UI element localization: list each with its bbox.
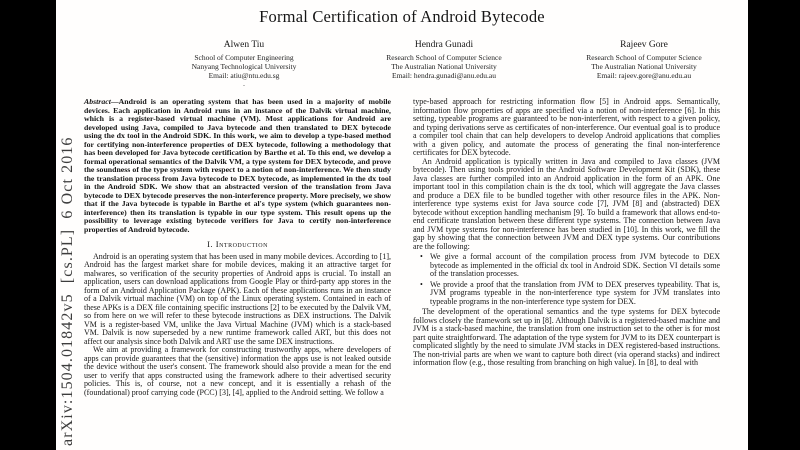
- author-affiliation-line1: Research School of Computer Science: [586, 53, 702, 62]
- paragraph-development-semantics: The development of the operational semantics and the type systems for DEX bytecode follows closely the framework set up in [8]. Although Dalvik is a registered-based machine and JVM is a stack-based machine, the translation from one instruction set to the other is for most part quite straightforward. The adaptation of the type system for JVM to its DEX counterpart is complicated slightly by the need to simulate JVM stacks in DEX registered-based instructions. The non-trivial parts are when we want to capture both direct (via operand stacks) and indirect information flow (e.g., those resulting from branching on high value). In [8], to deal with: [413, 307, 720, 367]
- author-affiliation-line1: Research School of Computer Science: [386, 53, 502, 62]
- bullet-marker: •: [420, 279, 423, 289]
- bullet-marker: •: [420, 252, 423, 261]
- two-column-body: [56, 98, 748, 397]
- author-block-2: [344, 40, 544, 87]
- section-heading-introduction: I. Introduction: [207, 239, 268, 249]
- bullet-text: We provide a proof that the translation from JVM to DEX preserves typeability. That is, JVM programs typeable in the non-interference type system for JVM translates into typeable programs in the non-interference type system for DEX.: [430, 279, 720, 306]
- paragraph-android-application: An Android application is typically written in Java and compiled to Java classes (JVM bytecode). Then using tools provided in the Android Software Development Kit (SDK), these Java classes are further compiled into an Android application in the form of an APK. One important tool in this compilation chain is the dx tool, which will aggregate the Java classes and produce a DEX file to be bundled together with other resource files in the APK. Non-interference type systems exist for Java source code [7], JVM [8] and (abstracted) DEX bytecode without exception handling mechanism [9]. To build a framework that allows end-to-end certificate translation between these different type systems. The connection between Java and JVM type systems for non-interference has been studied in [10]. In this work, we fill the gap by showing that the connection between JVM and DEX type systems. Our contributions are the following:: [413, 156, 720, 251]
- intro-paragraph-2: We aim at providing a framework for constructing trustworthy apps, where developers of apps can provide guarantees that the (sensitive) information the apps use is not leaked outside the device without the user's consent. The framework should also provide a mean for the end user to verify that apps constructed using the framework adhere to their advertised security policies. This is, of course, not a new concept, and it is essentially a rehash of the (foundational) proof carrying code (PCC) [3], [4], applied to the Android setting. We follow a: [84, 345, 391, 397]
- arxiv-stamp: arXiv:1504.01842v5 [cs.PL] 6 Oct 2016: [59, 136, 76, 446]
- abstract-label: Abstract: [84, 97, 111, 106]
- author-affiliation-line2: The Australian National University: [591, 62, 697, 71]
- author-email: Email: atiu@ntu.edu.sg: [208, 71, 280, 80]
- author-affiliation-line1: School of Computer Engineering: [194, 53, 294, 62]
- bullet-item: [420, 281, 720, 307]
- bullet-item: [420, 253, 720, 279]
- authors-row: [56, 40, 748, 87]
- intro-paragraph-1: Android is an operating system that has been used in many mobile devices. According to [1], Android has the largest market share for mobile devices, making it an attractive target for malwares, so verification of the security properties of Android apps is crucial. To install an application, users can download applications from Google Play or third-party app stores in the form of an Android Application Package (APK). Each of these applications runs in an instance of a Dalvik virtual machine (VM) on top of the Linux operating system. Contained in each of these APKs is a DEX file containing specific instructions [2] to be executed by the Dalvik VM, so from here on we will refer to these bytecode instructions as DEX instructions. The Dalvik VM is a register-based VM, unlike the Java Virtual Machine (JVM) which is a stack-based VM. Dalvik is now superseded by a new runtime framework called ART, but this does not affect our analysis since both Dalvik and ART use the same DEX instructions.: [84, 251, 391, 346]
- abstract-paragraph: [84, 98, 391, 234]
- contributions-bullet-list: [420, 253, 720, 306]
- author-name: Rajeev Gore: [620, 40, 668, 50]
- continuation-paragraph: type-based approach for restricting information flow [5] in Android apps. Semantically, information flow properties of apps are specified via a notion of non-interference [6]. In this setting, typeable programs are guaranteed to be non-interferent, with respect to a given policy, and typing derivations serve as certificates of non-interference. Our eventual goal is to produce a compiler tool chain that can help developers to develop Android applications that complies with a given policy, and automate the process of generating the final non-interference certificates for DEX bytecode.: [413, 97, 720, 157]
- author-affiliation-line2: The Australian National University: [391, 62, 497, 71]
- bullet-text: We give a formal account of the compilation process from JVM bytecode to DEX bytecode as implemented in the official dx tool in Android SDK. Section VI details some of the translation processes.: [430, 252, 720, 278]
- author-footnote-mark: .: [243, 80, 245, 88]
- paper-title: Formal Certification of Android Bytecode: [259, 7, 545, 26]
- left-column: [84, 98, 391, 397]
- author-email: Email: hendra.gunadi@anu.edu.au: [392, 71, 496, 80]
- right-column: [413, 98, 720, 397]
- paper-page: [56, 0, 748, 450]
- author-block-3: [544, 40, 744, 87]
- author-block-1: [144, 40, 344, 87]
- author-name: Alwen Tiu: [223, 40, 265, 50]
- author-email: Email: rajeev.gore@anu.edu.au: [596, 71, 692, 80]
- author-affiliation-line2: Nanyang Technological University: [191, 62, 297, 71]
- author-name: Hendra Gunadi: [414, 40, 474, 50]
- abstract-body: —Android is an operating system that has been used in a majority of mobile devices. Each application in Android runs in an instance of the Dalvik virtual machine, which is a register-based virtual machine (VM). Most applications for Android are developed using Java, compiled to Java bytecode and then translated to DEX bytecode using the dx tool in the Android SDK. In this work, we aim to develop a type-based method for certifying non-interference properties of DEX bytecode, following a methodology that has been developed for Java bytecode certification by Barthe et al. To this end, we develop a formal operational semantics of the Dalvik VM, a type system for DEX bytecode, and prove the soundness of the type system with respect to a notion of non-interference. We then study the translation process from Java bytecode to DEX bytecode, as implemented in the dx tool in the Android SDK. We show that an abstracted version of the translation from Java bytecode to DEX bytecode preserves the non-interference property. More precisely, we show that if the Java bytecode is typable in Barthe et al's type system (which guarantees non-interference) then its translation is typable in our type system. This result opens up the possibility to leverage existing bytecode verifiers for Java to certify non-interference properties of Android bytecode.: [84, 97, 391, 234]
